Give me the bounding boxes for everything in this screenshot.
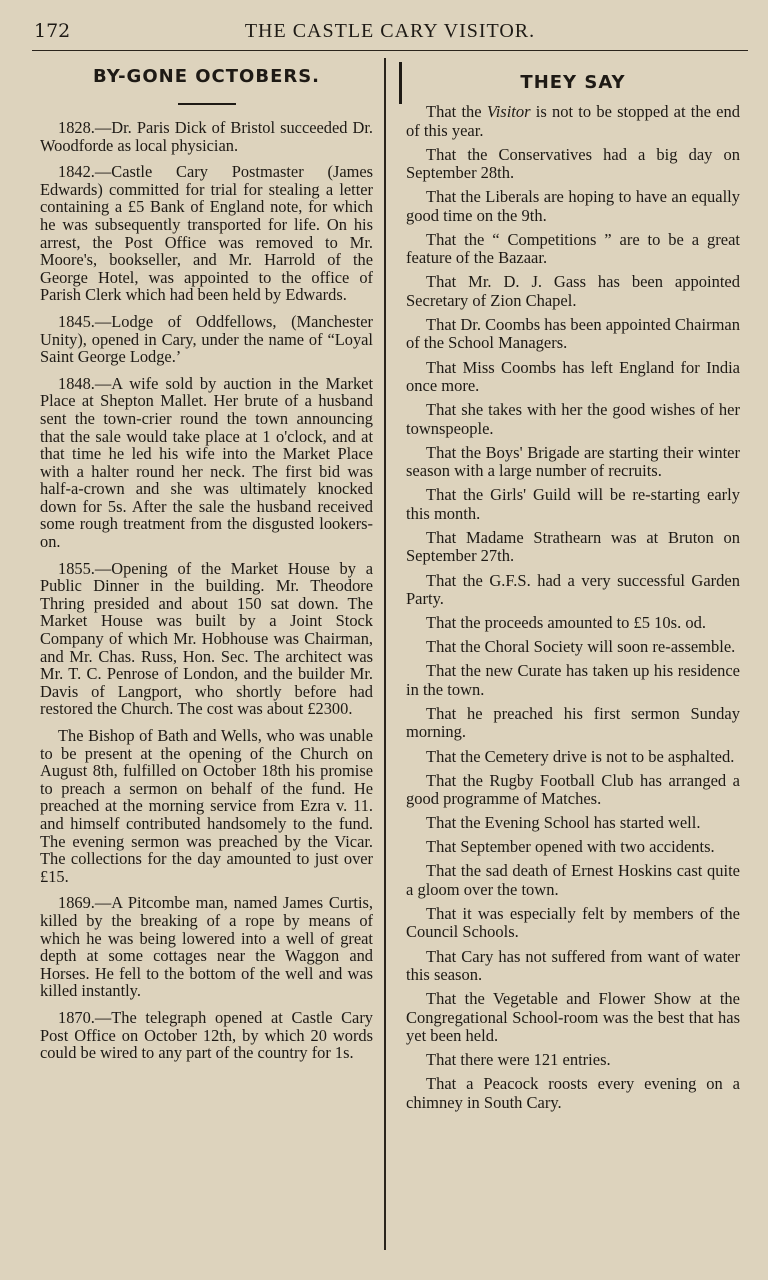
bygone-entry: 1845.—Lodge of Oddfellows, (Manchester Unity), opened in Cary, under the name of “Loyal Saint George Lodge.’ bbox=[40, 311, 373, 367]
bygone-entry: 1828.—Dr. Paris Dick of Bristol succeeded Dr. Woodforde as local physician. bbox=[40, 118, 373, 155]
they-say-item: That he preached his first sermon Sunday morning. bbox=[406, 703, 740, 742]
column-divider bbox=[384, 58, 386, 1250]
they-say-item: That Mr. D. J. Gass has been appointed Secretary of Zion Chapel. bbox=[406, 272, 740, 310]
bygone-entry: 1848.—A wife sold by auction in the Market Place at Shepton Mallet. Her brute of a husband sent the town-crier round the town announcing that the sale would take place at 1 o'clock, and at that time he led his wife into the Market Place with a halter round her neck. The first bid was half-a-crown and she was ultimately knocked down for 5s. After the sale the husband received some rough treatment from the disgusted lookers-on. bbox=[40, 373, 373, 552]
bygone-entry: 1869.—A Pitcombe man, named James Curtis, killed by the breaking of a rope by means of which he was being lowered into a well of great depth at some cottages near the Waggon and Horses. He fell to the bottom of the well and was killed instantly. bbox=[40, 893, 373, 1001]
bygone-octobers-heading: BY-GONE OCTOBERS. bbox=[92, 66, 321, 87]
they-say-item: That the Liberals are hoping to have an equally good time on the 9th. bbox=[406, 187, 740, 225]
page-number: 172 bbox=[34, 20, 71, 42]
they-say-item: That the new Curate has taken up his residence in the town. bbox=[406, 661, 740, 699]
they-say-item: That the sad death of Ernest Hoskins cast quite a gloom over the town. bbox=[406, 861, 740, 899]
bygone-entry: 1870.—The telegraph opened at Castle Cary Post Office on October 12th, by which 20 words could be wired to any part of the country for 1s. bbox=[40, 1007, 373, 1063]
they-say-item: That there were 121 entries. bbox=[426, 1050, 611, 1070]
they-say-item: That the Vegetable and Flower Show at the Congregational School-room was the best that has yet been held. bbox=[406, 989, 740, 1046]
they-say-item: That the proceeds amounted to £5 10s. od. bbox=[426, 613, 706, 633]
they-say-item: That Dr. Coombs has been appointed Chairman of the School Managers. bbox=[406, 314, 740, 353]
they-say-item: That a Peacock roosts every evening on a chimney in South Cary. bbox=[406, 1074, 740, 1112]
they-say-item bbox=[406, 103, 740, 140]
they-say-item: That the Boys' Brigade are starting their winter season with a large number of recruits. bbox=[406, 442, 740, 481]
running-title: THE CASTLE CARY VISITOR. bbox=[244, 20, 536, 42]
they-say-column bbox=[406, 62, 740, 1118]
they-say-item: That the Conservatives had a big day on September 28th. bbox=[406, 144, 740, 183]
item-text-after: is not to be stopped at the end of this year. bbox=[406, 102, 740, 140]
they-say-item: That the Cemetery drive is not to be asphalted. bbox=[426, 746, 735, 766]
bygone-entry: 1855.—Opening of the Market House by a Public Dinner in the building. Mr. Theodore Thring presided and about 150 sat down. The Market House was built by a Joint Stock Company of which Mr. Hobhouse was Chairman, and Mr. Chas. Russ, Hon. Sec. The architect was Mr. T. C. Penrose of London, and the builder Mr. Davis of Langport, who shortly before had restored the Church. The cost was about £2300. bbox=[40, 558, 373, 719]
bygone-entry: The Bishop of Bath and Wells, who was unable to be present at the opening of the Church on August 8th, fulfilled on October 18th his promise to preach a sermon on behalf of the fund. He preached at the morning service from Ezra v. 11. and himself contributed handsomely to the fund. The evening sermon was preached by the Vicar. The collections for the day amounted to just over £15. bbox=[40, 726, 373, 886]
column-divider-mark bbox=[399, 62, 402, 104]
they-say-item: That it was especially felt by members of the Council Schools. bbox=[406, 903, 740, 942]
bygone-octobers-column bbox=[40, 62, 373, 1071]
page-header bbox=[32, 16, 748, 51]
they-say-heading: THEY SAY bbox=[520, 72, 626, 93]
they-say-item: That September opened with two accidents. bbox=[426, 837, 715, 857]
they-say-item: That the Choral Society will soon re-assemble. bbox=[426, 637, 736, 657]
they-say-item: That Cary has not suffered from want of water this season. bbox=[406, 946, 740, 985]
heading-rule bbox=[178, 103, 236, 105]
they-say-item: That she takes with her the good wishes of her townspeople. bbox=[406, 400, 740, 438]
item-text-before: That the bbox=[426, 102, 487, 121]
bygone-entry: 1842.—Castle Cary Postmaster (James Edwards) committed for trial for stealing a letter containing a £5 Bank of England note, for which he was subsequently transported for life. On his arrest, the Post Office was removed to Mr. Moore's, bookseller, and Mr. Harrold of the George Hotel, was appointed to the office of Parish Clerk which had been held by Edwards. bbox=[40, 162, 373, 305]
they-say-item: That Madame Strathearn was at Bruton on September 27th. bbox=[406, 527, 740, 566]
they-say-item: That the Girls' Guild will be re-starting early this month. bbox=[406, 485, 740, 523]
they-say-item: That the Rugby Football Club has arranged a good programme of Matches. bbox=[406, 770, 740, 809]
they-say-item: That Miss Coombs has left England for India once more. bbox=[406, 357, 740, 396]
they-say-item: That the G.F.S. had a very successful Garden Party. bbox=[406, 570, 740, 609]
visitor-italic: Visitor bbox=[486, 102, 531, 121]
they-say-item: That the “ Competitions ” are to be a great feature of the Bazaar. bbox=[406, 229, 740, 268]
they-say-item: That the Evening School has started well. bbox=[426, 813, 701, 833]
